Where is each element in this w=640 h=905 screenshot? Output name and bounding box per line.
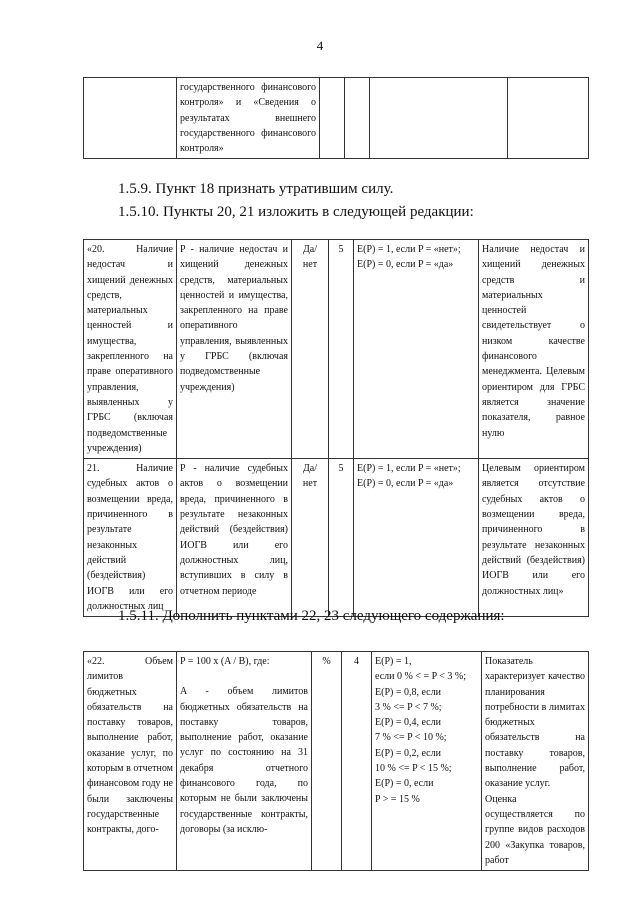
item-comment: Наличие недостач и хищений денежных средств и материальных ценностей свидетельствует о низком качестве финансового менеджмента. Целевым ориентиром для ГРБС является значение показателя, равное нулю bbox=[479, 240, 589, 459]
item-evaluation bbox=[372, 652, 482, 871]
comment-text: Показатель характеризует качество планирования потребности в лимитах бюджетных обязательств на поставку товаров, выполнение работ, оказание услуг. bbox=[485, 656, 585, 790]
item-name: 21. Наличие судебных актов о возмещении вреда, причиненного в результате незаконных действий (бездействия) ИОГВ или его должностных лиц bbox=[84, 459, 177, 617]
item-comment: Целевым ориентиром является отсутствие судебных актов о возмещении вреда, причиненного в результате незаконных действий (бездействия) ИОГВ или его должностных лиц» bbox=[479, 459, 589, 617]
top-cell-empty bbox=[84, 78, 177, 159]
item-comment bbox=[482, 652, 589, 871]
item-formula: P - наличие недостач и хищений денежных средств, материальных ценностей и имущества, закрепленного на праве оперативного управления, выявленных у ГРБС (включая подведомственные учреждения) bbox=[177, 240, 292, 459]
item-weight: 5 bbox=[329, 240, 354, 459]
item-formula bbox=[177, 652, 312, 871]
eval-line: E(P) = 0,2, если bbox=[375, 747, 441, 759]
page-number: 4 bbox=[316, 38, 324, 53]
top-cell-empty bbox=[320, 78, 345, 159]
table-items-20-21 bbox=[83, 239, 589, 617]
eval-line: E(P) = 0,4, если bbox=[375, 717, 441, 729]
top-cell-empty bbox=[508, 78, 589, 159]
eval-line: E(P) = 0, если P = «да» bbox=[357, 259, 454, 271]
eval-line: E(P) = 0, если P = «да» bbox=[357, 478, 454, 490]
item-name: «20. Наличие недостач и хищений денежных средств, материальных ценностей и имущества, закрепленного на праве оперативного управления, выявленных у ГРБС (включая подведомственные учреждения) bbox=[84, 240, 177, 459]
eval-line: P > = 15 % bbox=[375, 793, 420, 805]
item-unit: Да/ нет bbox=[292, 459, 329, 617]
eval-line: E(P) = 0,8, если bbox=[375, 686, 441, 698]
item-name: «22. Объем лимитов бюджетных обязательств на поставку товаров, выполнение работ, оказание услуг, по которым в отчетном финансовом году не были заключены государственные контракты, дого- bbox=[84, 652, 177, 871]
item-formula: P - наличие судебных актов о возмещении вреда, причиненного в результате незаконных действий (бездействия) ИОГВ или его должностных лиц, вступивших в силу в отчетном периоде bbox=[177, 459, 292, 617]
top-table bbox=[83, 77, 589, 159]
item-weight: 4 bbox=[342, 652, 372, 871]
eval-line: 10 % <= P < 15 %; bbox=[375, 763, 452, 775]
eval-line: E(P) = 1, если P = «нет»; bbox=[357, 463, 461, 475]
heading-1-5-10: 1.5.10. Пункты 20, 21 изложить в следующей редакции: bbox=[118, 204, 474, 220]
item-unit: Да/ нет bbox=[292, 240, 329, 459]
heading-1-5-9: 1.5.9. Пункт 18 признать утратившим силу. bbox=[118, 181, 394, 197]
eval-line: E(P) = 1, если P = «нет»; bbox=[357, 244, 461, 255]
item-evaluation bbox=[354, 240, 479, 459]
eval-line: 7 % <= P < 10 %; bbox=[375, 732, 447, 744]
table-row bbox=[84, 240, 589, 459]
table-row bbox=[84, 652, 589, 871]
top-cell-text: государственного финансового контроля» и «Сведения о результатах внешнего государственного финансового контроля» bbox=[177, 78, 320, 159]
item-weight: 5 bbox=[329, 459, 354, 617]
top-cell-empty bbox=[370, 78, 508, 159]
formula-body: A - объем лимитов бюджетных обязательств на поставку товаров, выполнение работ, оказание услуг по состоянию на 31 декабря отчетного финансового года, по которым не были заключены государственные контракты, договоры (за исклю- bbox=[180, 686, 308, 835]
table-item-22 bbox=[83, 651, 589, 871]
comment-text-2: Оценка осуществляется по группе видов расходов 200 «Закупка товаров, работ bbox=[485, 793, 585, 866]
table-row bbox=[84, 459, 589, 617]
formula-head: P = 100 x (A / B), где: bbox=[180, 656, 270, 667]
eval-line: E(P) = 0, если bbox=[375, 778, 434, 790]
item-evaluation bbox=[354, 459, 479, 617]
eval-line: E(P) = 1, bbox=[375, 656, 412, 667]
eval-line: 3 % <= P < 7 %; bbox=[375, 701, 442, 713]
top-cell-empty bbox=[345, 78, 370, 159]
item-unit: % bbox=[312, 652, 342, 871]
heading-1-5-11: 1.5.11. Дополнить пунктами 22, 23 следующего содержания: bbox=[118, 608, 505, 624]
eval-line: если 0 % < = P < 3 %; bbox=[375, 671, 467, 683]
